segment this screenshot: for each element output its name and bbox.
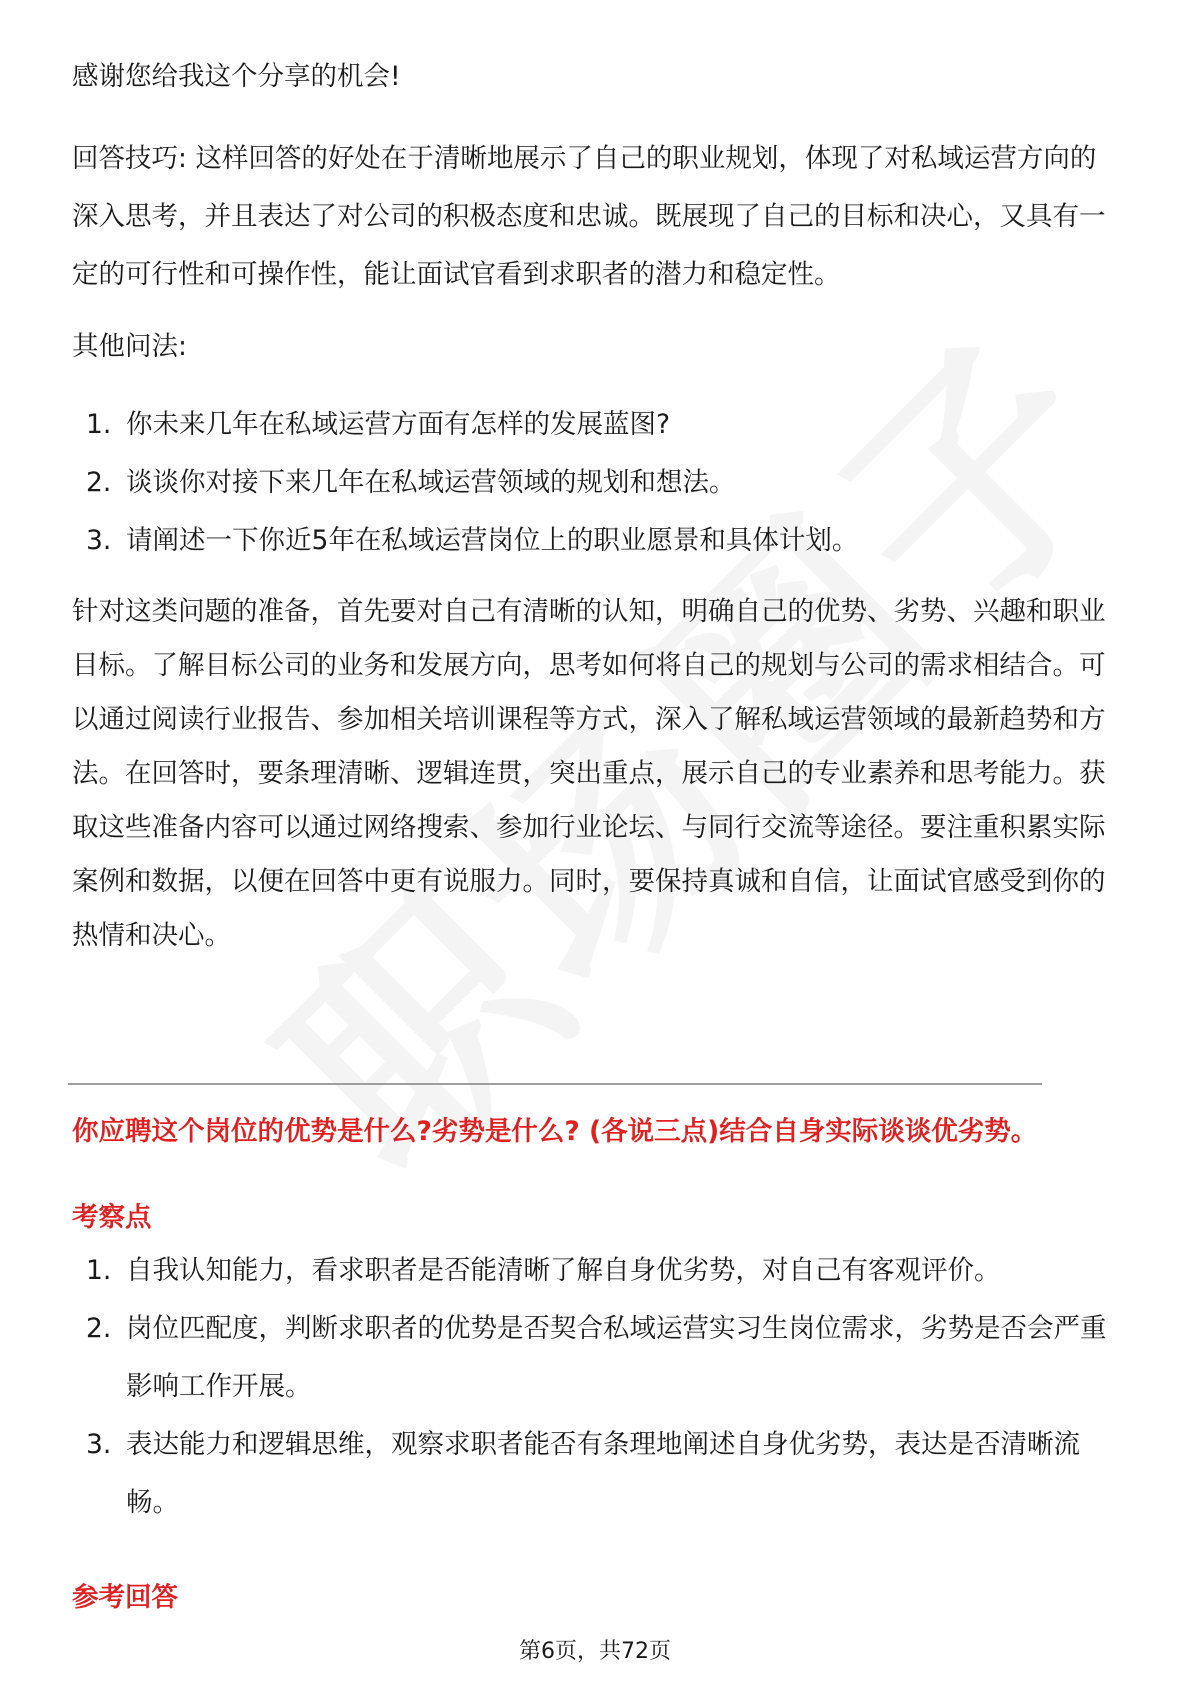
list-item [72,512,1118,570]
list-number: 2. [86,467,112,498]
reference-answer-label: 参考回答 [72,1582,178,1613]
list-text: 岗位匹配度，判断求职者的优势是否契合私域运营实习生岗位需求，劣势是否会严重影响工作开展。 [126,1313,1107,1402]
page-number: 第6页，共72页 [519,1639,671,1664]
list-text: 表达能力和逻辑思维，观察求职者能否有条理地阐述自身优劣势，表达是否清晰流畅。 [126,1429,1080,1518]
list-text: 自我认知能力，看求职者是否能清晰了解自身优劣势，对自己有客观评价。 [126,1255,1001,1286]
list-text: 谈谈你对接下来几年在私域运营领域的规划和想法。 [126,467,736,498]
list-number: 1. [86,1255,112,1286]
list-number: 3. [86,1429,112,1460]
preparation-paragraph: 针对这类问题的准备，首先要对自己有清晰的认知，明确自己的优势、劣势、兴趣和职业目标。了解目标公司的业务和发展方向，思考如何将自己的规划与公司的需求相结合。可以通过阅读行业报告、参加相关培训课程等方式，深入了解私域运营领域的最新趋势和方法。在回答时，要条理清晰、逻辑连贯，突出重点，展示自己的专业素养和思考能力。获取这些准备内容可以通过网络搜索、参加行业论坛、与同行交流等途径。要注重积累实际案例和数据，以便在回答中更有说服力。同时，要保持真诚和自信，让面试官感受到你的热情和决心。 [72,596,1106,951]
list-text: 请阐述一下你近5年在私域运营岗位上的职业愿景和具体计划。 [126,525,859,556]
list-item [72,396,1118,454]
closing-line: 感谢您给我这个分享的机会! [72,61,401,92]
list-number: 2. [86,1313,112,1344]
other-questions-list [72,396,1118,570]
list-number: 3. [86,525,112,556]
list-item [72,454,1118,512]
list-item [72,1242,1118,1300]
assessment-label: 考察点 [72,1202,152,1233]
section-divider [68,1083,1042,1085]
assessment-points-list [72,1242,1118,1532]
other-questions-label: 其他问法: [72,331,187,362]
answer-tip: 回答技巧: 这样回答的好处在于清晰地展示了自己的职业规划，体现了对私域运营方向的深入思考，并且表达了对公司的积极态度和忠诚。既展现了自己的目标和决心，又具有一定的可行性和可操作性，能让面试官看到求职者的潜力和稳定性。 [72,143,1106,290]
list-number: 1. [86,409,112,440]
list-item [72,1300,1118,1416]
question-title: 你应聘这个岗位的优势是什么?劣势是什么? (各说三点)结合自身实际谈谈优劣势。 [72,1116,1038,1147]
list-item [72,1416,1118,1532]
list-text: 你未来几年在私域运营方面有怎样的发展蓝图? [126,409,671,440]
